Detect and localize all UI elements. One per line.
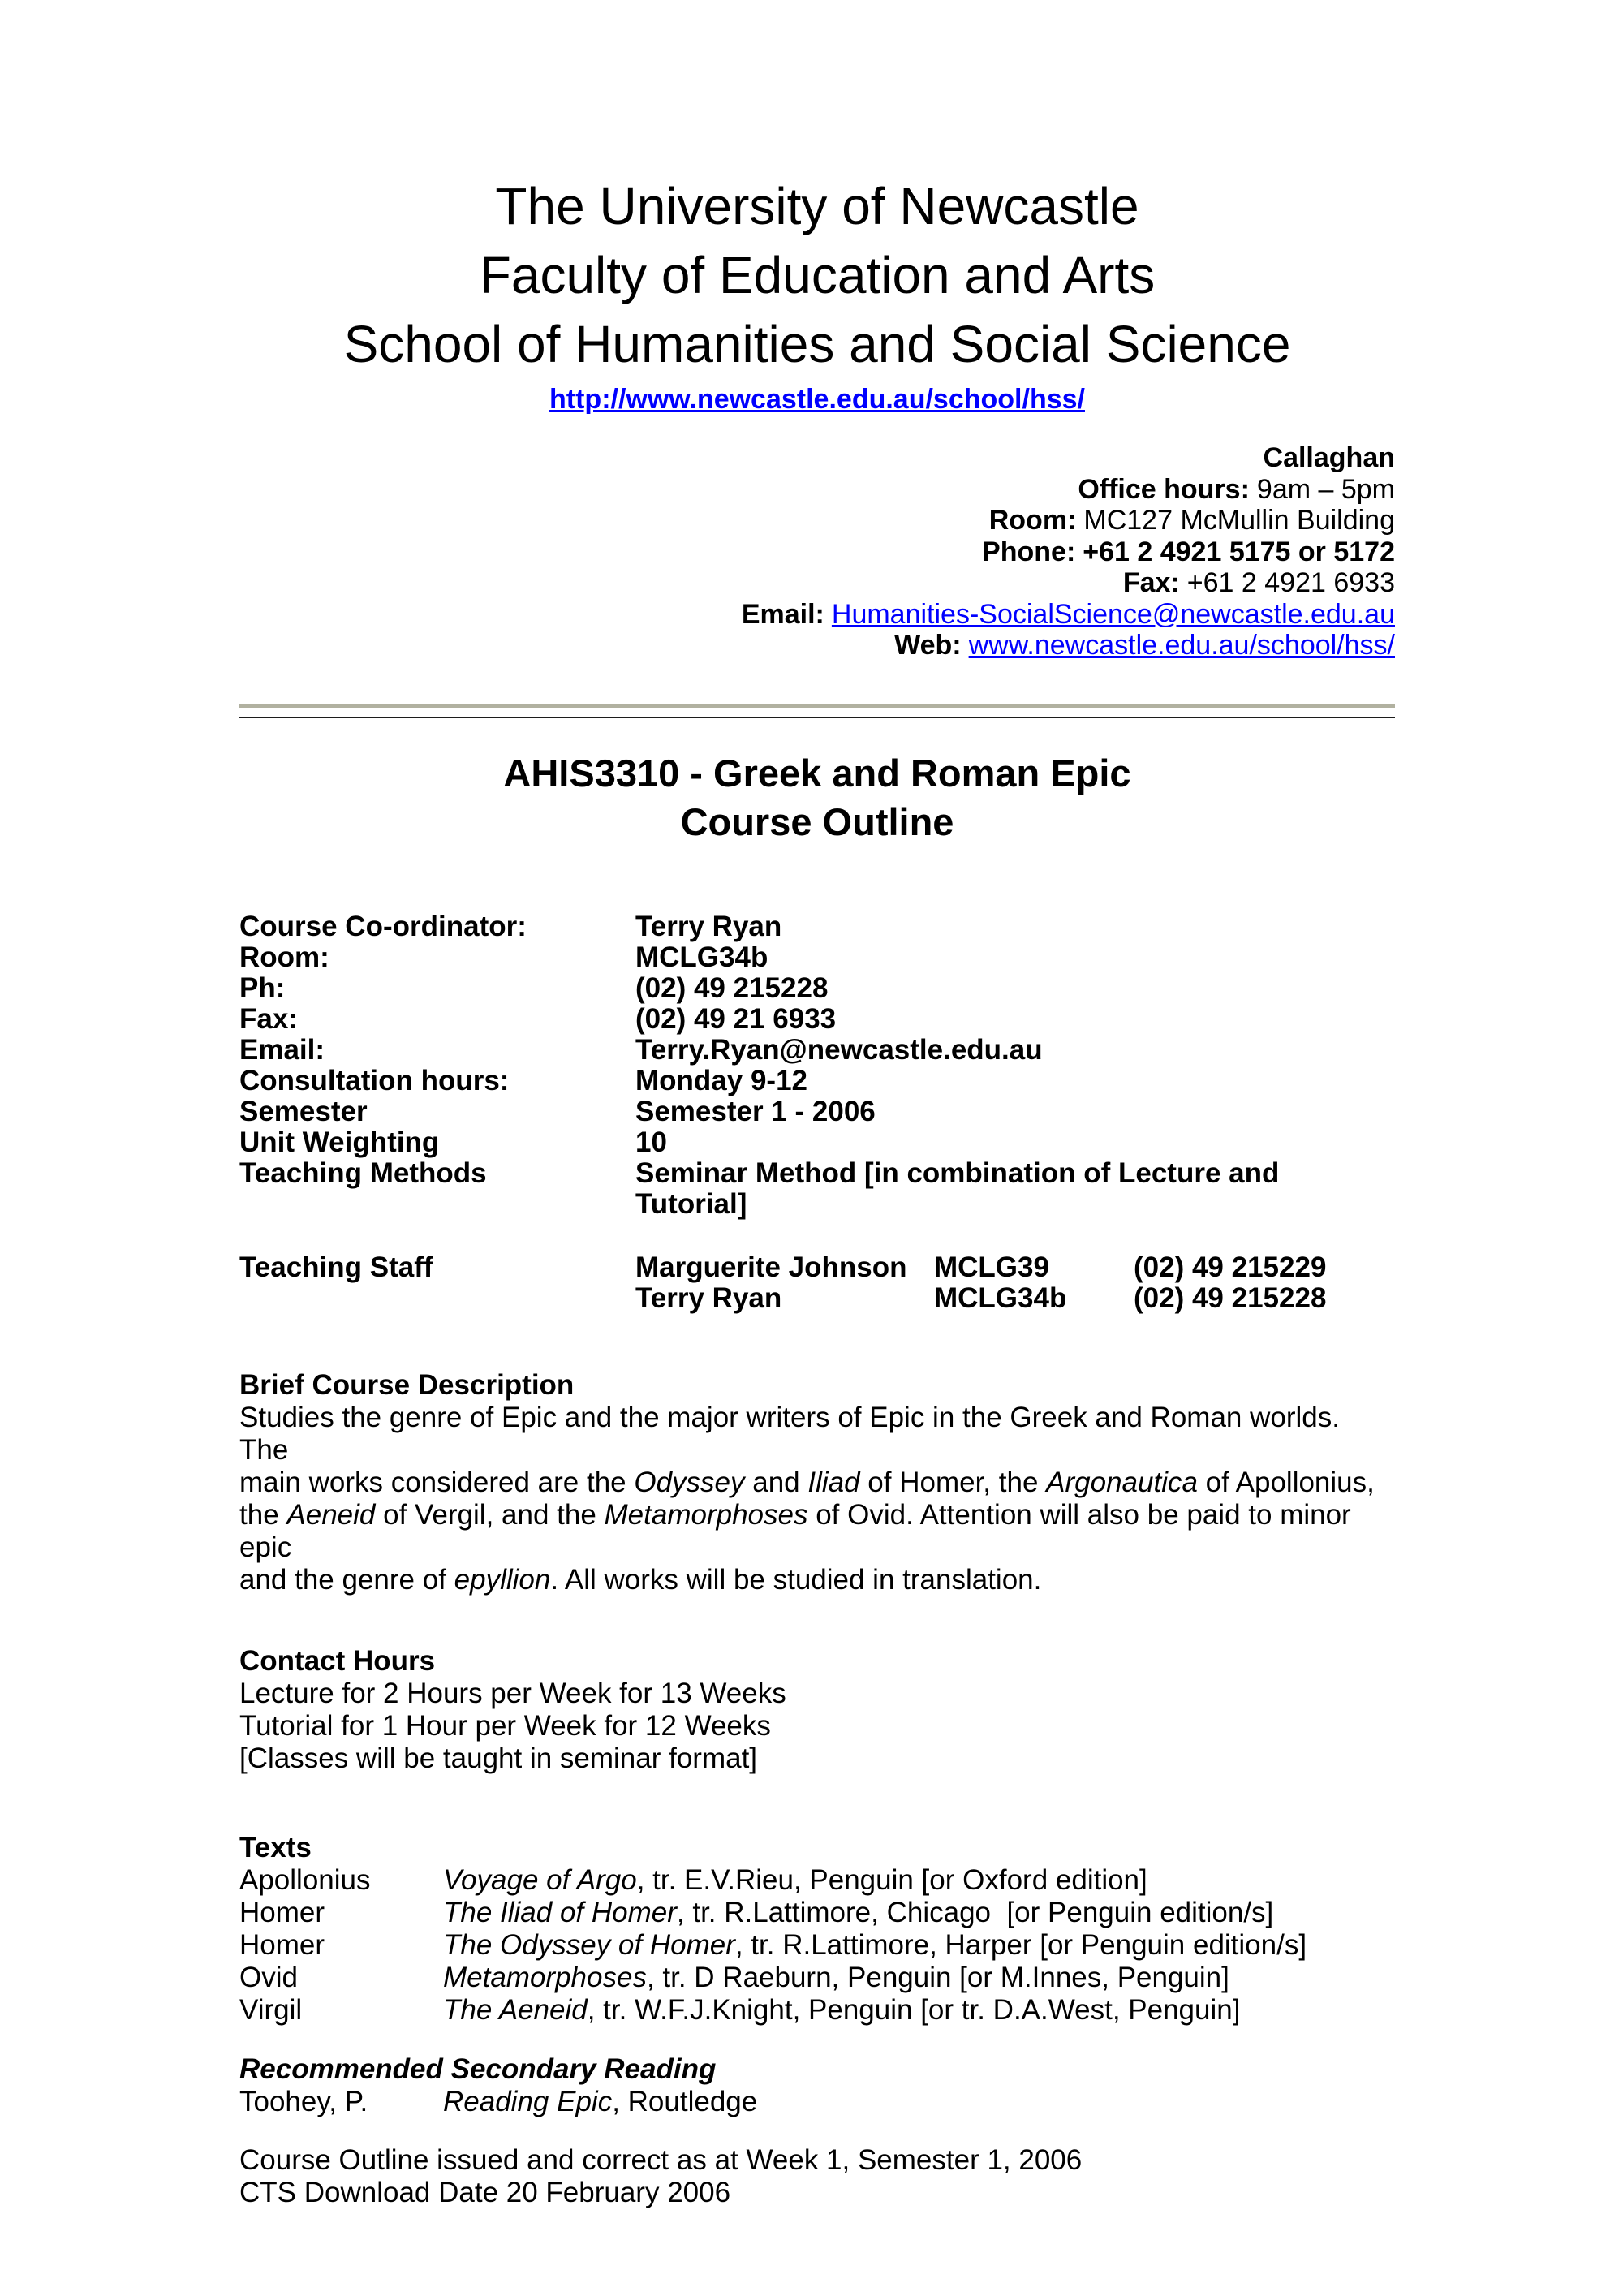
section-contact-hours xyxy=(239,1645,1395,1775)
school-name: School of Humanities and Social Science xyxy=(343,315,1291,373)
divider-rule-thick xyxy=(239,704,1395,708)
description-line: the Aeneid of Vergil, and the Metamorphoses of Ovid. Attention will also be paid to minor epic xyxy=(239,1498,1359,1563)
contact-hours-line: Lecture for 2 Hours per Week for 13 Weeks xyxy=(239,1677,786,1709)
staff-name: Marguerite Johnson xyxy=(635,1251,907,1283)
divider-rule-thin xyxy=(239,717,1395,718)
detail-row-phone xyxy=(239,973,1395,1004)
secondary-reading-row xyxy=(239,2086,1395,2118)
detail-label: Course Co-ordinator: xyxy=(239,910,527,942)
text-row xyxy=(239,1897,1395,1929)
section-texts xyxy=(239,1832,1395,2027)
staff-row xyxy=(239,1283,1395,1314)
detail-value: Seminar Method [in combination of Lecture and Tutorial] xyxy=(635,1157,1288,1220)
phone-value: +61 2 4921 5175 or 5172 xyxy=(1083,536,1395,567)
course-details-table xyxy=(239,911,1395,1220)
detail-label: Unit Weighting xyxy=(239,1126,440,1158)
footer-line-download-date: CTS Download Date 20 February 2006 xyxy=(239,2176,731,2208)
text-author: Apollonius xyxy=(239,1863,371,1896)
staff-room: MCLG34b xyxy=(934,1282,1067,1314)
text-detail: The Odyssey of Homer, tr. R.Lattimore, Harper [or Penguin edition/s] xyxy=(443,1928,1307,1961)
office-hours-label: Office hours: xyxy=(1078,473,1250,505)
section-heading: Brief Course Description xyxy=(239,1368,575,1401)
web-link[interactable]: www.newcastle.edu.au/school/hss/ xyxy=(968,630,1395,661)
contact-hours-line: [Classes will be taught in seminar format] xyxy=(239,1742,758,1774)
staff-room: MCLG39 xyxy=(934,1251,1049,1283)
text-author: Ovid xyxy=(239,1961,298,1993)
fax-value: +61 2 4921 6933 xyxy=(1186,567,1395,598)
text-row xyxy=(239,1962,1395,1994)
detail-value: Monday 9-12 xyxy=(635,1064,807,1096)
contact-hours-line: Tutorial for 1 Hour per Week for 12 Weeks xyxy=(239,1709,771,1742)
document-content xyxy=(239,0,1395,2209)
room-row xyxy=(239,505,1395,536)
text-detail: The Iliad of Homer, tr. R.Lattimore, Chicago [or Penguin edition/s] xyxy=(443,1896,1274,1928)
text-author: Homer xyxy=(239,1928,325,1961)
footer-line-issued: Course Outline issued and correct as at Week 1, Semester 1, 2006 xyxy=(239,2143,1083,2176)
staff-name: Terry Ryan xyxy=(635,1282,782,1314)
email-link[interactable]: Humanities-SocialScience@newcastle.edu.au xyxy=(831,598,1395,630)
campus-name: Callaghan xyxy=(1263,442,1395,473)
footer-note xyxy=(239,2144,1395,2209)
detail-row-teaching-methods xyxy=(239,1158,1395,1220)
staff-phone: (02) 49 215228 xyxy=(1134,1282,1327,1314)
section-heading: Texts xyxy=(239,1831,312,1863)
letterhead xyxy=(239,172,1395,418)
detail-row-semester xyxy=(239,1096,1395,1127)
text-detail: Metamorphoses, tr. D Raeburn, Penguin [or M.Innes, Penguin] xyxy=(443,1961,1229,1993)
course-title xyxy=(239,749,1395,846)
detail-label: Ph: xyxy=(239,971,286,1004)
room-label: Room: xyxy=(988,505,1077,536)
course-title-line2: Course Outline xyxy=(680,799,954,843)
detail-label: Consultation hours: xyxy=(239,1064,510,1096)
section-brief-course-description xyxy=(239,1369,1395,1596)
text-row xyxy=(239,1929,1395,1962)
staff-phone: (02) 49 215229 xyxy=(1134,1251,1327,1283)
room-value: MC127 McMullin Building xyxy=(1083,505,1395,536)
email-label: Email: xyxy=(741,598,824,630)
staff-row xyxy=(239,1252,1395,1283)
description-line: and the genre of epyllion. All works will be studied in translation. xyxy=(239,1563,1042,1596)
school-url-link[interactable]: http://www.newcastle.edu.au/school/hss/ xyxy=(549,384,1085,415)
detail-value: (02) 49 21 6933 xyxy=(635,1002,837,1035)
section-heading: Recommended Secondary Reading xyxy=(239,2053,717,2085)
text-row xyxy=(239,1864,1395,1897)
secondary-detail: Reading Epic, Routledge xyxy=(443,2085,758,2117)
teaching-staff-label: Teaching Staff xyxy=(239,1251,433,1283)
section-secondary-reading xyxy=(239,2053,1395,2118)
detail-value: Terry.Ryan@newcastle.edu.au xyxy=(635,1033,1043,1066)
fax-label: Fax: xyxy=(1122,567,1180,598)
text-author: Homer xyxy=(239,1896,325,1928)
detail-row-coordinator xyxy=(239,911,1395,942)
office-hours-value: 9am – 5pm xyxy=(1256,473,1395,505)
teaching-staff-table xyxy=(239,1252,1395,1314)
detail-row-email xyxy=(239,1035,1395,1066)
detail-label: Email: xyxy=(239,1033,325,1066)
email-row xyxy=(239,599,1395,631)
university-name: The University of Newcastle xyxy=(495,177,1139,235)
detail-row-room xyxy=(239,942,1395,973)
web-row xyxy=(239,630,1395,661)
detail-label: Teaching Methods xyxy=(239,1157,487,1189)
fax-row xyxy=(239,567,1395,599)
faculty-name: Faculty of Education and Arts xyxy=(479,246,1156,304)
detail-label: Room: xyxy=(239,941,329,973)
detail-value: Semester 1 - 2006 xyxy=(635,1095,876,1127)
detail-row-consultation xyxy=(239,1066,1395,1096)
detail-label: Semester xyxy=(239,1095,368,1127)
phone-row xyxy=(239,536,1395,568)
campus-contact-block xyxy=(239,442,1395,661)
description-line: main works considered are the Odyssey and Iliad of Homer, the Argonautica of Apollonius, xyxy=(239,1466,1375,1498)
description-line: Studies the genre of Epic and the major writers of Epic in the Greek and Roman worlds. The xyxy=(239,1401,1348,1466)
detail-row-unit-weighting xyxy=(239,1127,1395,1158)
text-detail: The Aeneid, tr. W.F.J.Knight, Penguin [or tr. D.A.West, Penguin] xyxy=(443,1993,1241,2026)
text-author: Virgil xyxy=(239,1993,303,2026)
detail-value: Terry Ryan xyxy=(635,910,782,942)
course-title-line1: AHIS3310 - Greek and Roman Epic xyxy=(503,751,1131,795)
detail-label: Fax: xyxy=(239,1002,298,1035)
text-row xyxy=(239,1994,1395,2027)
detail-value: (02) 49 215228 xyxy=(635,971,829,1004)
text-detail: Voyage of Argo, tr. E.V.Rieu, Penguin [or Oxford edition] xyxy=(443,1863,1147,1896)
detail-value: MCLG34b xyxy=(635,941,768,973)
detail-value: 10 xyxy=(635,1126,667,1158)
secondary-author: Toohey, P. xyxy=(239,2085,368,2117)
section-heading: Contact Hours xyxy=(239,1644,436,1677)
office-hours-row xyxy=(239,474,1395,506)
phone-label: Phone: xyxy=(982,536,1076,567)
web-label: Web: xyxy=(894,630,962,661)
detail-row-fax xyxy=(239,1004,1395,1035)
